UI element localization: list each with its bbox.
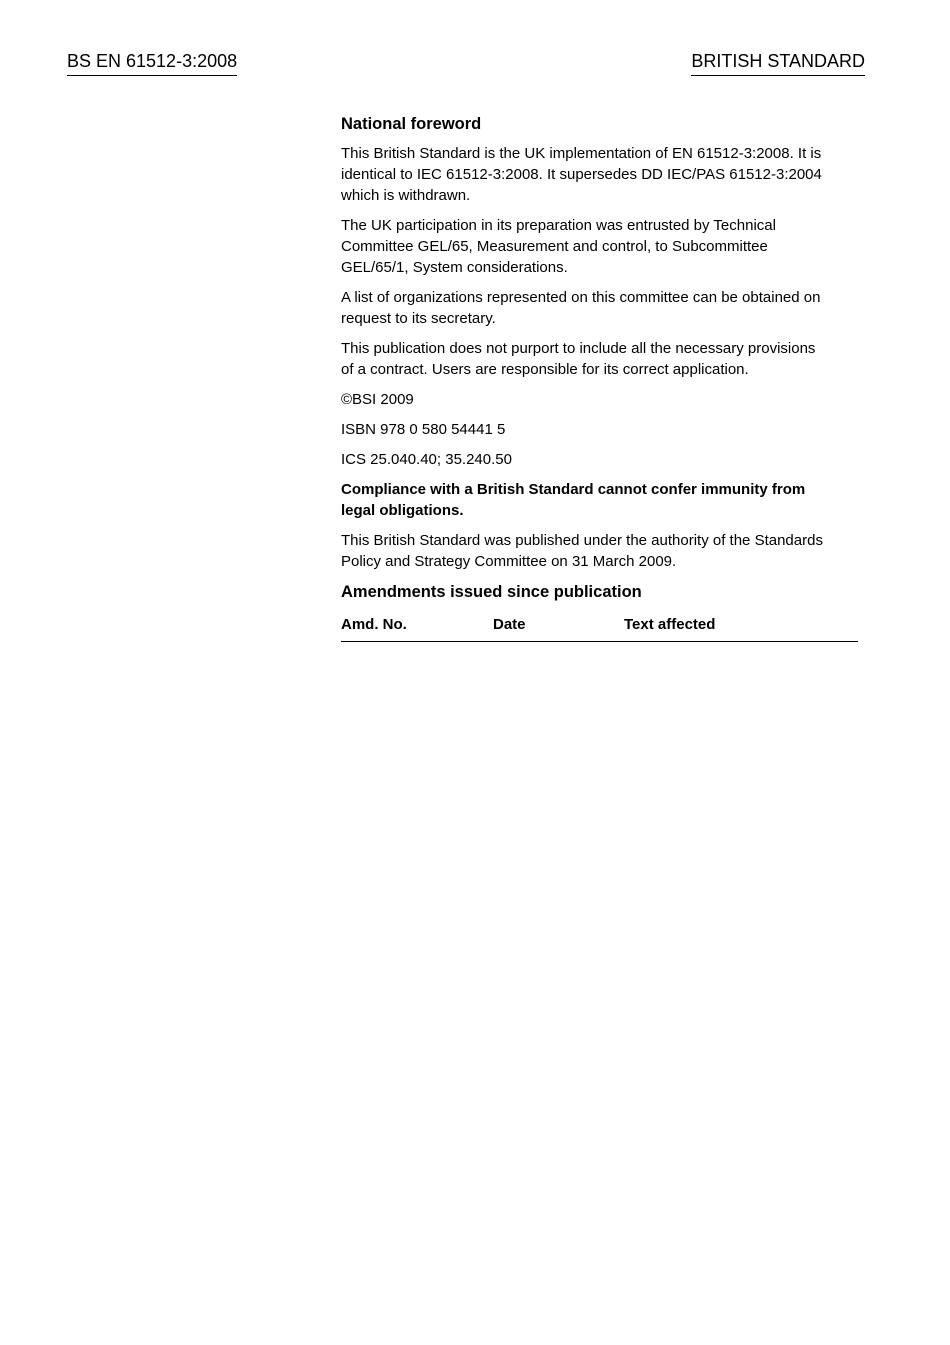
provisions-line-2: of a contract. Users are responsible for its correct application. bbox=[341, 361, 749, 378]
publication-line-1: This British Standard was published under the authority of the Standards bbox=[341, 532, 823, 549]
isbn-line: ISBN 978 0 580 54441 5 bbox=[341, 421, 506, 438]
amendments-header-row bbox=[341, 615, 858, 642]
compliance-line-2: legal obligations. bbox=[341, 502, 464, 519]
compliance-notice bbox=[341, 479, 876, 521]
implementation-line-3: which is withdrawn. bbox=[341, 187, 471, 204]
participation-line-3: GEL/65/1, System considerations. bbox=[341, 259, 568, 276]
ics-line: ICS 25.040.40; 35.240.50 bbox=[341, 451, 512, 468]
column-date: Date bbox=[493, 615, 624, 642]
column-amd-no: Amd. No. bbox=[341, 615, 493, 642]
amendments-title: Amendments issued since publication bbox=[341, 583, 642, 601]
organizations-paragraph bbox=[341, 287, 876, 329]
organizations-line-2: request to its secretary. bbox=[341, 310, 496, 327]
provisions-paragraph bbox=[341, 338, 876, 380]
amendments-table bbox=[341, 615, 858, 642]
publication-line-2: Policy and Strategy Committee on 31 March 2009. bbox=[341, 553, 677, 570]
participation-paragraph bbox=[341, 215, 876, 278]
implementation-line-2: identical to IEC 61512-3:2008. It supersedes DD IEC/PAS 61512-3:2004 bbox=[341, 166, 822, 183]
document-type: BRITISH STANDARD bbox=[691, 50, 865, 76]
implementation-paragraph bbox=[341, 143, 876, 206]
provisions-line-1: This publication does not purport to include all the necessary provisions bbox=[341, 340, 816, 357]
publication-paragraph bbox=[341, 530, 876, 572]
copyright-line: ©BSI 2009 bbox=[341, 391, 414, 408]
column-text-affected: Text affected bbox=[624, 615, 858, 642]
national-foreword-section bbox=[341, 113, 876, 642]
foreword-title: National foreword bbox=[341, 115, 482, 133]
compliance-line-1: Compliance with a British Standard cannot confer immunity from bbox=[341, 481, 806, 498]
implementation-line-1: This British Standard is the UK implementation of EN 61512-3:2008. It is bbox=[341, 145, 822, 162]
participation-line-1: The UK participation in its preparation was entrusted by Technical bbox=[341, 217, 776, 234]
organizations-line-1: A list of organizations represented on this committee can be obtained on bbox=[341, 289, 821, 306]
document-id: BS EN 61512-3:2008 bbox=[67, 50, 237, 76]
participation-line-2: Committee GEL/65, Measurement and control, to Subcommittee bbox=[341, 238, 768, 255]
